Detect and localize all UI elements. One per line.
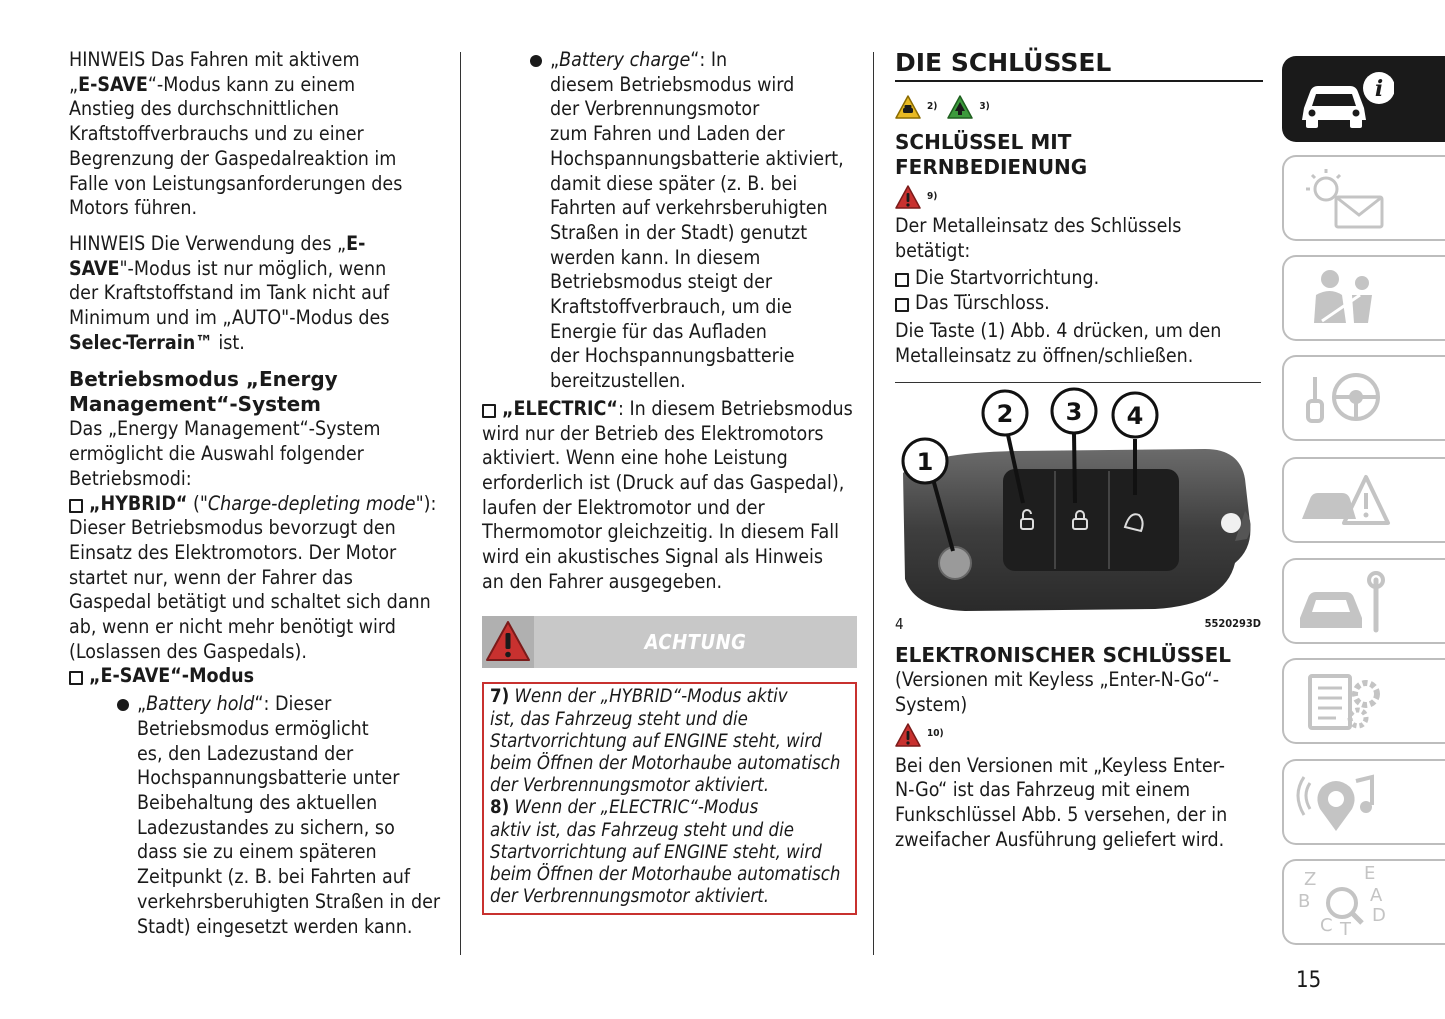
bullet-icon (530, 55, 542, 67)
car-info-icon (1284, 58, 1394, 140)
warning-list (482, 682, 857, 914)
danger-icon (895, 185, 921, 209)
multimedia-icon (1284, 761, 1394, 843)
hinweis-1: HINWEIS Das Fahren mit aktivem „E-SAVE“-Modus kann zu einem Anstieg des durchschnittlichen Kraftstoffverbrauchs und zu einer Begrenzung der Gaspedalreaktion im Falle von Leistungsanforderungen des Motors führen. (69, 48, 403, 220)
warning-8: 8) Wenn der „ELECTRIC“-Modus aktiv ist, das Fahrzeug steht und die Startvorrichtung auf ENGINE steht, wird beim Öffnen der Motorhaube automatisch der Verbrennungsmotor aktiviert. (490, 797, 841, 908)
callout-2: 2 (996, 400, 1014, 429)
bullet-icon (117, 699, 129, 711)
remote-key-illustration (895, 383, 1261, 615)
road-warning-icon (895, 95, 921, 119)
electronic-key-heading: ELEKTRONISCHER SCHLÜSSEL (895, 643, 1232, 668)
environment-icon (947, 95, 973, 119)
metal-insert-text: Der Metalleinsatz des Schlüssels betätigt: (895, 214, 1182, 262)
index-letter-b: B (1298, 891, 1311, 912)
battery-charge-item: „Battery charge“: In diesem Betriebsmodus wird der Verbrennungsmotor zum Fahren und Laden der Hochspannungsbatterie aktiviert, damit diese später (z. B. bei Fahrten auf verkehrsberuhigten Straßen in der Stadt) genutzt werden kann. In diesem Betriebsmodus steigt der Kraftstoffverbrauch, um die Energie für das Aufladen der Hochspannungsbatterie bereitzustellen. (530, 48, 857, 394)
esave-mode-item: „E-SAVE“-Modus (69, 664, 444, 689)
list-item-start: Die Startvorrichtung. (895, 266, 1263, 291)
starting-driving-icon (1284, 357, 1394, 439)
list-box-icon (69, 671, 83, 685)
column-2 (482, 48, 857, 915)
warning-lights-icon (1284, 157, 1394, 239)
tab-car-info[interactable] (1282, 56, 1445, 142)
battery-hold-item: „Battery hold“: Dieser Betriebsmodus ermöglicht es, den Ladezustand der Hochspannungsbatterie unter Beibehaltung des aktuellen Ladezustandes zu sichern, so dass sie zu einem späteren Zeitpunkt (z. B. bei Fahrten auf verkehrsberuhigten Straßen in der Stadt) eingesetzt werden kann. (117, 692, 444, 939)
list-box-icon (482, 404, 496, 418)
column-1 (69, 48, 444, 939)
index-letter-t: T (1340, 919, 1351, 940)
emergency-icon (1284, 459, 1394, 541)
electric-mode-item: „ELECTRIC“: In diesem Betriebsmodus (482, 397, 857, 422)
warning-triangle-icon (482, 616, 534, 668)
maintenance-icon (1284, 560, 1394, 642)
index-letter-a: A (1370, 885, 1383, 906)
index-icon (1284, 861, 1394, 943)
energy-intro: Das „Energy Management“-System ermöglicht die Auswahl folgender Betriebsmodi: (69, 417, 381, 490)
hinweis-2: HINWEIS Die Verwendung des „E- SAVE"-Modus ist nur möglich, wenn der Kraftstoffstand im Tank nicht auf Minimum und im „AUTO"-Modus des Selec-Terrain™ ist. (69, 231, 390, 354)
versions-text: (Versionen mit Keyless „Enter-N-Go“- System) (895, 668, 1220, 716)
index-letter-c: C (1320, 915, 1333, 936)
electric-description: wird nur der Betrieb des Elektromotors aktiviert. Wenn eine hohe Leistung erforderlich ist (Druck auf das Gaspedal), laufen der Elektromotor und der Thermomotor gleichzeitig. In diesem Fall wird ein akustisches Signal als Hinweis an den Fahrer ausgegeben. (482, 421, 845, 593)
index-letter-e: E (1364, 863, 1376, 884)
tab-warning-lights[interactable] (1282, 155, 1445, 241)
tab-technical-data[interactable] (1282, 658, 1445, 744)
energy-management-heading: Betriebsmodus „Energy Management“-System (69, 367, 338, 417)
press-button-text: Die Taste (1) Abb. 4 drücken, um den Metalleinsatz zu öffnen/schließen. (895, 318, 1222, 367)
tab-maintenance[interactable] (1282, 558, 1445, 644)
remote-key-heading: SCHLÜSSEL MIT FERNBEDIENUNG (895, 130, 1088, 179)
callout-3: 3 (1065, 398, 1083, 427)
figure-caption: 4 5520293D (895, 615, 1261, 634)
key-figure (895, 382, 1261, 615)
keyless-text: Bei den Versionen mit „Keyless Enter- N-Go“ ist das Fahrzeug mit einem Funkschlüssel Abb. 5 versehen, der in zweifacher Ausführung geliefert wird. (895, 753, 1228, 851)
achtung-banner (482, 616, 857, 668)
list-item-lock: Das Türschloss. (895, 291, 1263, 316)
page-number: 15 (1296, 968, 1322, 993)
tab-emergency[interactable] (1282, 457, 1445, 543)
callout-1: 1 (916, 448, 934, 477)
reference-icons-3: 10) (895, 722, 1263, 748)
reference-icons-2: 9) (895, 184, 1263, 210)
warning-7: 7) Wenn der „HYBRID“-Modus aktiv ist, das Fahrzeug steht und die Startvorrichtung auf ENGINE steht, wird beim Öffnen der Motorhaube automatisch der Verbrennungsmotor aktiviert. (490, 686, 841, 797)
index-letter-z: Z (1304, 869, 1317, 890)
danger-icon (895, 723, 921, 747)
callout-4: 4 (1126, 402, 1144, 431)
tab-safety[interactable] (1282, 255, 1445, 341)
list-box-icon (895, 298, 909, 312)
column-divider-1 (460, 52, 461, 955)
achtung-title: ACHTUNG (644, 630, 747, 655)
column-3 (895, 48, 1263, 852)
safety-icon (1284, 257, 1394, 339)
index-letter-d: D (1372, 905, 1386, 926)
list-box-icon (895, 273, 909, 287)
tab-starting-driving[interactable] (1282, 355, 1445, 441)
tab-multimedia[interactable] (1282, 759, 1445, 845)
tab-index[interactable] (1282, 859, 1445, 945)
column-divider-2 (873, 52, 874, 955)
reference-icons-1: 2) 3) (895, 94, 1263, 120)
hybrid-description: Dieser Betriebsmodus bevorzugt den Einsatz des Elektromotors. Der Motor startet nur, wenn der Fahrer das Gaspedal betätigt und schaltet sich dann ab, wenn er nicht mehr benötigt wird (Loslassen des Gaspedals). (69, 516, 431, 663)
list-box-icon (69, 499, 83, 513)
hybrid-mode-item: „HYBRID“ ("Charge-depleting mode"): (69, 492, 444, 517)
technical-data-icon (1284, 660, 1394, 742)
page-title: DIE SCHLÜSSEL (895, 48, 1263, 82)
svg-text:i: i (1374, 76, 1384, 102)
